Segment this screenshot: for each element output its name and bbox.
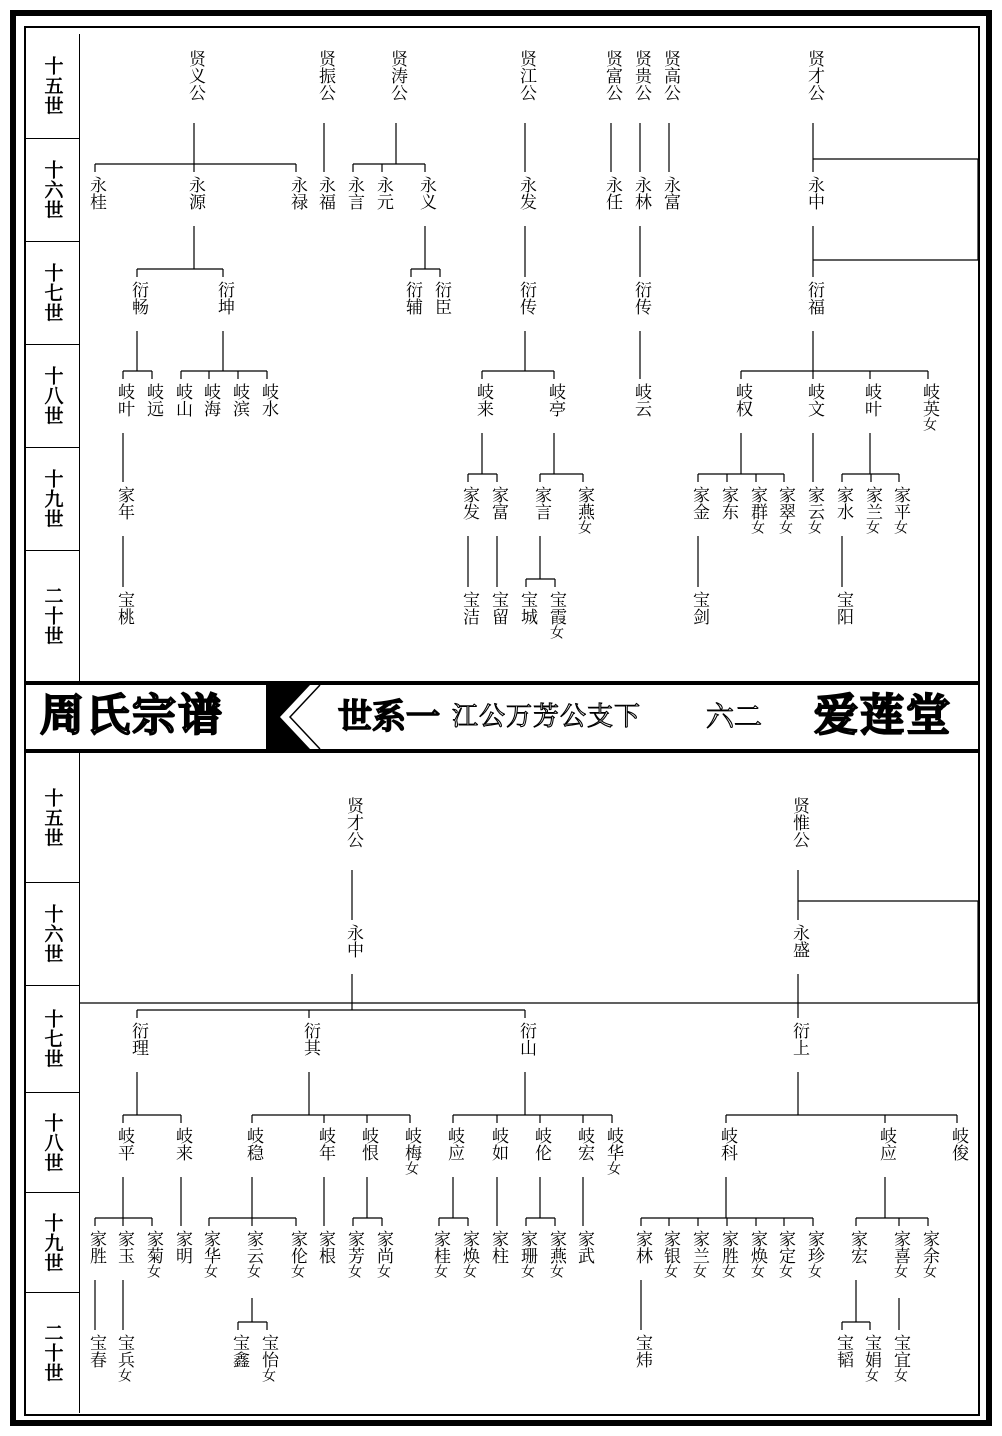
person-label: 宝霞 (546, 591, 566, 625)
person-label: 岐英 (919, 383, 939, 417)
person-name (628, 50, 652, 101)
person-label: 宝洁 (459, 591, 479, 625)
person-name (182, 176, 206, 210)
person-label: 永桂 (86, 176, 106, 210)
person-label: 岐梅 (401, 1127, 421, 1161)
person-name (427, 1230, 451, 1278)
person-name (370, 1230, 394, 1278)
person-name (916, 1230, 940, 1278)
person-name (111, 383, 135, 417)
person-name (859, 486, 883, 534)
female-marker: 女 (145, 1264, 161, 1278)
person-name (255, 383, 279, 417)
person-label: 衍臣 (431, 281, 451, 315)
person-label: 贤振公 (315, 50, 335, 101)
person-label: 岐叶 (861, 383, 881, 417)
person-label: 家云 (804, 486, 824, 520)
person-name (255, 1334, 279, 1382)
person-name (340, 797, 364, 848)
person-name (830, 486, 854, 520)
person-name (485, 1127, 509, 1161)
person-label: 宝桃 (114, 591, 134, 625)
person-name (600, 1127, 624, 1175)
person-label: 永发 (516, 176, 536, 210)
person-name (657, 1230, 681, 1278)
person-name (801, 176, 825, 210)
female-marker: 女 (260, 1368, 276, 1382)
person-label: 宝阳 (833, 591, 853, 625)
person-label: 家银 (660, 1230, 680, 1264)
person-name (514, 1230, 538, 1278)
female-marker: 女 (548, 1264, 564, 1278)
gen-label: 十八世 (26, 1093, 80, 1193)
gen-label: 十七世 (26, 986, 80, 1093)
person-name (858, 1334, 882, 1382)
female-marker: 女 (863, 1368, 879, 1382)
person-name (514, 591, 538, 625)
person-name (197, 383, 221, 417)
person-label: 岐水 (258, 383, 278, 417)
person-label: 家兰 (689, 1230, 709, 1264)
person-label: 家伦 (287, 1230, 307, 1264)
person-name (599, 176, 623, 210)
person-name (111, 486, 135, 520)
female-marker: 女 (720, 1264, 736, 1278)
person-name (111, 1334, 135, 1382)
female-marker: 女 (806, 1264, 822, 1278)
gen-label: 二十世 (41, 1323, 64, 1383)
person-name (312, 50, 336, 101)
person-name (916, 383, 940, 431)
person-label: 岐来 (172, 1127, 192, 1161)
person-label: 衍畅 (128, 281, 148, 315)
person-label: 岐年 (315, 1127, 335, 1161)
gen-label: 十七世 (26, 242, 80, 345)
person-label: 家武 (574, 1230, 594, 1264)
person-name (801, 1230, 825, 1278)
person-name (125, 281, 149, 315)
person-label: 衍福 (804, 281, 824, 315)
person-label: 宝城 (517, 591, 537, 625)
female-marker: 女 (892, 1368, 908, 1382)
person-name (528, 486, 552, 520)
person-name (772, 486, 796, 534)
female-marker: 女 (662, 1264, 678, 1278)
person-name (571, 486, 595, 534)
person-label: 岐伦 (531, 1127, 551, 1161)
person-name (830, 1334, 854, 1368)
person-label: 家东 (718, 486, 738, 520)
person-name (169, 383, 193, 417)
person-name (125, 1022, 149, 1056)
person-label: 岐远 (143, 383, 163, 417)
person-name (297, 1022, 321, 1056)
person-name (513, 1022, 537, 1056)
person-name (772, 1230, 796, 1278)
person-label: 衍山 (516, 1022, 536, 1056)
person-label: 永禄 (287, 176, 307, 210)
person-label: 家玉 (114, 1230, 134, 1264)
person-label: 家兰 (862, 486, 882, 520)
person-name (312, 1230, 336, 1264)
person-name (312, 1127, 336, 1161)
person-name (485, 486, 509, 520)
person-label: 宝鑫 (229, 1334, 249, 1368)
person-name (355, 1127, 379, 1161)
person-name (428, 281, 452, 315)
person-label: 家菊 (143, 1230, 163, 1264)
female-marker: 女 (749, 520, 765, 534)
person-label: 家柱 (488, 1230, 508, 1264)
person-name (801, 281, 825, 315)
gen-label: 二十世 (41, 586, 64, 646)
person-name (571, 1230, 595, 1264)
person-name (83, 1230, 107, 1264)
book-title: 周氏宗谱 (40, 690, 224, 741)
person-label: 贤才公 (804, 50, 824, 101)
person-label: 永言 (344, 176, 364, 210)
female-marker: 女 (691, 1264, 707, 1278)
person-name (456, 1230, 480, 1278)
person-name (686, 486, 710, 520)
person-label: 家定 (775, 1230, 795, 1264)
person-name (284, 1230, 308, 1278)
person-label: 衍坤 (214, 281, 234, 315)
person-label: 岐俊 (948, 1127, 968, 1161)
person-label: 家翠 (775, 486, 795, 520)
person-name (340, 924, 364, 958)
person-name (197, 1230, 221, 1278)
person-name (211, 281, 235, 315)
person-label: 岐宏 (574, 1127, 594, 1161)
person-name (111, 591, 135, 625)
person-label: 衍上 (789, 1022, 809, 1056)
person-name (744, 486, 768, 534)
person-name (470, 383, 494, 417)
person-label: 宝怡 (258, 1334, 278, 1368)
person-label: 衍传 (631, 281, 651, 315)
person-name (543, 591, 567, 639)
person-name (370, 176, 394, 210)
person-name (226, 383, 250, 417)
person-label: 岐山 (172, 383, 192, 417)
person-name (83, 176, 107, 210)
page-number: 六二 (706, 700, 763, 733)
female-marker: 女 (245, 1264, 261, 1278)
person-label: 家年 (114, 486, 134, 520)
person-label: 家尚 (373, 1230, 393, 1264)
person-name (111, 1127, 135, 1161)
person-name (456, 591, 480, 625)
person-name (628, 383, 652, 417)
person-label: 贤江公 (516, 50, 536, 101)
person-name (441, 1127, 465, 1161)
person-label: 家富 (488, 486, 508, 520)
female-marker: 女 (346, 1264, 362, 1278)
hall-name: 爱莲堂 (814, 690, 952, 741)
person-name (714, 1127, 738, 1161)
female-marker: 女 (777, 1264, 793, 1278)
person-name (801, 486, 825, 534)
person-name (715, 486, 739, 520)
person-name (629, 1230, 653, 1264)
person-label: 家宏 (847, 1230, 867, 1264)
female-marker: 女 (432, 1264, 448, 1278)
female-marker: 女 (289, 1264, 305, 1278)
person-name (786, 1022, 810, 1056)
person-name (744, 1230, 768, 1278)
person-label: 家群 (747, 486, 767, 520)
female-marker: 女 (777, 520, 793, 534)
person-label: 岐应 (444, 1127, 464, 1161)
person-name (628, 281, 652, 315)
person-name (844, 1230, 868, 1264)
person-name (240, 1127, 264, 1161)
person-name (945, 1127, 969, 1161)
female-marker: 女 (548, 625, 564, 639)
female-marker: 女 (806, 520, 822, 534)
female-marker: 女 (921, 417, 937, 431)
branch-label: 江公万芳公支下 (452, 702, 642, 732)
person-label: 岐如 (488, 1127, 508, 1161)
female-marker: 女 (892, 1264, 908, 1278)
person-label: 家华 (200, 1230, 220, 1264)
person-label: 岐稳 (243, 1127, 263, 1161)
person-name (341, 176, 365, 210)
person-name (513, 50, 537, 101)
person-label: 家余 (919, 1230, 939, 1264)
person-name (384, 50, 408, 101)
person-name (398, 1127, 422, 1175)
person-label: 家焕 (747, 1230, 767, 1264)
person-label: 衍其 (300, 1022, 320, 1056)
person-label: 永盛 (789, 924, 809, 958)
person-name (715, 1230, 739, 1278)
female-marker: 女 (116, 1368, 132, 1382)
person-label: 永中 (343, 924, 363, 958)
person-name (543, 1230, 567, 1278)
person-name (657, 176, 681, 210)
gen-label: 十五世 (26, 34, 80, 139)
person-label: 岐华 (603, 1127, 623, 1161)
person-label: 宝炜 (632, 1334, 652, 1368)
person-label: 宝宜 (890, 1334, 910, 1368)
person-label: 贤贵公 (631, 50, 651, 101)
person-name (413, 176, 437, 210)
person-name (513, 176, 537, 210)
person-name (830, 591, 854, 625)
female-marker: 女 (403, 1161, 419, 1175)
person-label: 永林 (631, 176, 651, 210)
person-name (226, 1334, 250, 1368)
person-name (873, 1127, 897, 1161)
female-marker: 女 (921, 1264, 937, 1278)
person-label: 永福 (315, 176, 335, 210)
person-name (312, 176, 336, 210)
person-name (399, 281, 423, 315)
section-label: 世系一 (338, 697, 440, 737)
person-name (83, 1334, 107, 1368)
person-label: 贤义公 (185, 50, 205, 101)
person-label: 家发 (459, 486, 479, 520)
person-label: 家芳 (344, 1230, 364, 1264)
person-label: 家根 (315, 1230, 335, 1264)
person-label: 宝韬 (833, 1334, 853, 1368)
person-label: 岐来 (473, 383, 493, 417)
person-name (887, 486, 911, 534)
person-name (801, 50, 825, 101)
person-label: 衍辅 (402, 281, 422, 315)
person-label: 永任 (602, 176, 622, 210)
person-label: 宝剑 (689, 591, 709, 625)
person-label: 贤惟公 (789, 797, 809, 848)
person-label: 岐海 (200, 383, 220, 417)
gen-label: 十五世 (26, 753, 80, 883)
person-name (513, 281, 537, 315)
person-label: 家金 (689, 486, 709, 520)
gen-label: 十八世 (26, 345, 80, 448)
person-label: 贤涛公 (387, 50, 407, 101)
person-label: 岐叶 (114, 383, 134, 417)
person-label: 家喜 (890, 1230, 910, 1264)
female-marker: 女 (749, 1264, 765, 1278)
person-label: 岐科 (717, 1127, 737, 1161)
person-label: 家胜 (718, 1230, 738, 1264)
person-name (485, 1230, 509, 1264)
person-name (887, 1334, 911, 1382)
female-marker: 女 (576, 520, 592, 534)
person-name (571, 1127, 595, 1161)
person-label: 家珊 (517, 1230, 537, 1264)
person-name (686, 1230, 710, 1278)
person-name (542, 383, 566, 417)
person-label: 宝留 (488, 591, 508, 625)
person-label: 贤高公 (660, 50, 680, 101)
female-marker: 女 (892, 520, 908, 534)
person-label: 家桂 (430, 1230, 450, 1264)
person-label: 岐文 (804, 383, 824, 417)
person-name (887, 1230, 911, 1278)
person-label: 宝娟 (861, 1334, 881, 1368)
female-marker: 女 (202, 1264, 218, 1278)
person-name (182, 50, 206, 101)
person-label: 家燕 (546, 1230, 566, 1264)
gen-label: 十六世 (26, 883, 80, 986)
person-label: 岐云 (631, 383, 651, 417)
person-label: 家燕 (574, 486, 594, 520)
gen-label: 十九世 (26, 1193, 80, 1293)
person-name (456, 486, 480, 520)
person-name (729, 383, 753, 417)
person-name (341, 1230, 365, 1278)
gen-label: 十六世 (26, 139, 80, 242)
person-label: 永元 (373, 176, 393, 210)
person-name (629, 1334, 653, 1368)
person-label: 家云 (243, 1230, 263, 1264)
person-name (628, 176, 652, 210)
person-label: 衍传 (516, 281, 536, 315)
person-label: 永源 (185, 176, 205, 210)
person-name (599, 50, 623, 101)
person-name (801, 383, 825, 417)
person-label: 家珍 (804, 1230, 824, 1264)
person-name (140, 383, 164, 417)
person-name (786, 797, 810, 848)
person-name (858, 383, 882, 417)
person-label: 家胜 (86, 1230, 106, 1264)
person-label: 宝兵 (114, 1334, 134, 1368)
person-label: 岐权 (732, 383, 752, 417)
person-label: 贤富公 (602, 50, 622, 101)
person-label: 贤才公 (343, 797, 363, 848)
person-label: 岐滨 (229, 383, 249, 417)
person-label: 家言 (531, 486, 551, 520)
person-name (657, 50, 681, 101)
person-label: 家焕 (459, 1230, 479, 1264)
person-label: 家林 (632, 1230, 652, 1264)
person-label: 永富 (660, 176, 680, 210)
person-label: 岐恨 (358, 1127, 378, 1161)
person-name (240, 1230, 264, 1278)
person-label: 永义 (416, 176, 436, 210)
gen-label: 十九世 (26, 448, 80, 551)
female-marker: 女 (519, 1264, 535, 1278)
female-marker: 女 (461, 1264, 477, 1278)
person-name (169, 1127, 193, 1161)
female-marker: 女 (864, 520, 880, 534)
female-marker: 女 (605, 1161, 621, 1175)
person-label: 衍理 (128, 1022, 148, 1056)
person-name (111, 1230, 135, 1264)
person-name (786, 924, 810, 958)
person-label: 家水 (833, 486, 853, 520)
person-label: 岐亭 (545, 383, 565, 417)
person-label: 岐应 (876, 1127, 896, 1161)
person-label: 宝春 (86, 1334, 106, 1368)
person-name (686, 591, 710, 625)
person-label: 永中 (804, 176, 824, 210)
person-name (528, 1127, 552, 1161)
person-label: 家平 (890, 486, 910, 520)
person-label: 家明 (172, 1230, 192, 1264)
person-name (140, 1230, 164, 1278)
person-label: 岐平 (114, 1127, 134, 1161)
person-name (284, 176, 308, 210)
person-name (169, 1230, 193, 1264)
person-name (485, 591, 509, 625)
female-marker: 女 (375, 1264, 391, 1278)
